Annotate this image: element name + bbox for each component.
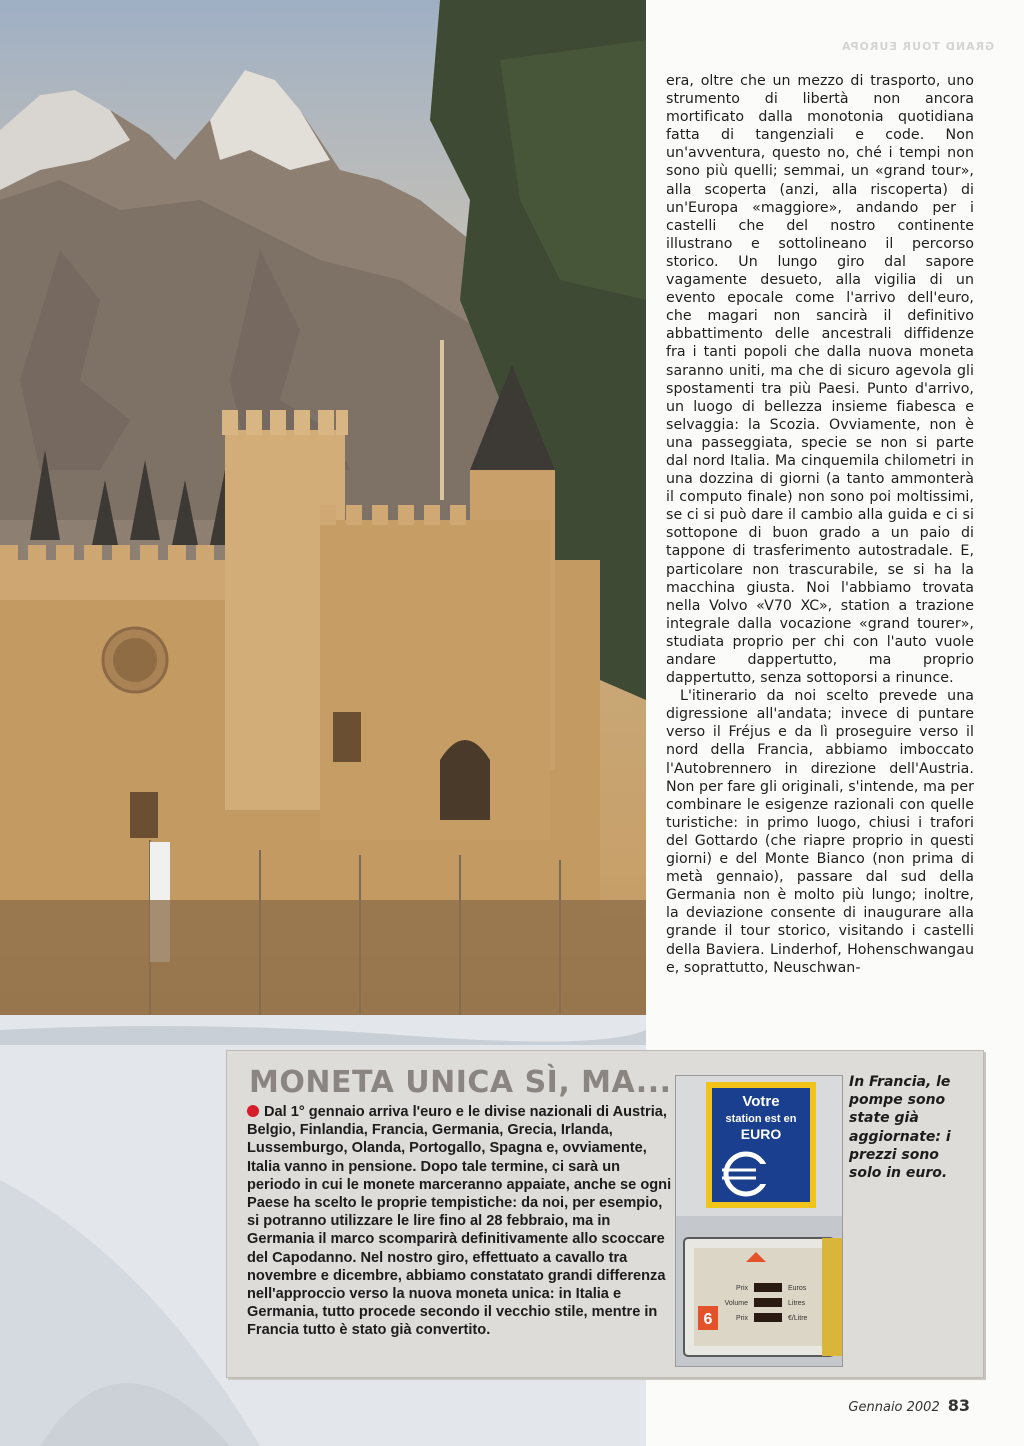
- issue-date: Gennaio 2002: [848, 1400, 940, 1415]
- sidebar-title: MONETA UNICA SÌ, MA...: [249, 1065, 672, 1100]
- sign-line-1: Votre: [742, 1093, 780, 1110]
- pump-label-2: Volume: [724, 1300, 748, 1307]
- pump-unit-3: €/Litre: [788, 1315, 808, 1322]
- page-footer: [848, 1396, 970, 1415]
- pump-label-1: Prix: [735, 1285, 748, 1292]
- pump-number: 6: [703, 1311, 713, 1328]
- sidebar-text: Dal 1° gennaio arriva l'euro e le divise nazionali di Austria, Belgio, Finlandia, Francia, Germania, Grecia, Irlanda, Lussemburgo, Olanda, Portogallo, Spagna e, ovviamente, Italia vanno in pensione. Dopo tale termine, ci sarà un periodo in cui le monete marceranno appaiate, anche se ogni Paese ha scelto le proprie tempistiche: da noi, per esempio, si potranno utilizzare le lire fino al 28 febbraio, ma in Germania il marco scomparirà definitivamente allo scoccare del Capodanno. Nel nostro giro, effettuato a cavallo tra novembre e dicembre, abbiamo constatato grandi differenza nell'approccio verso la nuova moneta unica: in Italia e Germania, tutto procede secondo il vecchio stile, mentre in Francia tutto è stato già convertito.: [247, 1104, 672, 1339]
- sidebar-text-block: [247, 1103, 672, 1340]
- photo-caption: In Francia, le pompe sono state già aggiornate: i prezzi sono solo in euro.: [849, 1074, 951, 1182]
- gas-station-photo: [676, 1076, 842, 1366]
- bullet-icon: [247, 1105, 259, 1117]
- pump-unit-2: Litres: [788, 1300, 806, 1307]
- sign-line-2: station est en: [725, 1113, 797, 1125]
- pump-label-3: Prix: [735, 1315, 748, 1322]
- sidebar-photo: [675, 1075, 843, 1367]
- page-number: 83: [947, 1396, 970, 1415]
- article-paragraph: era, oltre che un mezzo di trasporto, uno strumento di libertà non ancora mortificato dalla monotonia quotidiana fatta di tangenziali e code. Non un'avventura, questo no, ché i tempi non sono più quelli; semmai, un «grand tour», alla scoperta (anzi, alla riscoperta) di un'Europa «maggiore», andando per i castelli che del nostro continente illustrano e sottolineano il percorso storico. Un lungo giro dal sapore vagamente desueto, alla vigilia di un evento epocale come l'arrivo dell'euro, che magari non sancirà il definitivo abbattimento delle ancestrali diffidenze fra i tanti popoli che dalla nuova moneta saranno uniti, ma che di sicuro agevola gli spostamenti tra più Paesi. Punto d'arrivo, un luogo di bellezza insieme fiabesca e selvaggia: la Scozia. Ovviamente, non è una passeggiata, specie se non si parte dal nord Italia. Ma cinquemila chilometri in una dozzina di giorni (a tanto ammonterà il computo finale) non sono poi moltissimi, se ci si può dare il cambio alla guida e ci si sottopone di buon grado a un paio di tappone di trasferimento autostradale. E, particolare non trascurabile, se si ha la macchina giusta. Noi l'abbiamo trovata nella Volvo «V70 XC», station a trazione integrale dalla vocazione «grand tourer», studiata proprio per chi con l'auto vuole andare dappertutto, ma proprio dappertutto, senza sottoporsi a rinunce.: [666, 73, 974, 687]
- article-paragraph: L'itinerario da noi scelto prevede una digressione all'andata; invece di puntare verso il Fréjus e da lì proseguire verso il nord della Francia, abbiamo imboccato l'Autobrennero in direzione dell'Austria. Non per fare gli originali, s'intende, ma per combinare le esigenze razionali con quelle turistiche: in primo luogo, chiusi i trafori del Gottardo (che riapre proprio in questi giorni) e del Monte Bianco (non prima di metà gennaio), passare dal sud della Germania non è molto più lungo; inoltre, la deviazione consente di inaugurare alla grande il tour storico, visitando i castelli della Baviera. Linderhof, Hohenschwangau e, soprattutto, Neuschwan-: [666, 688, 974, 976]
- sidebar-box: [226, 1050, 984, 1378]
- article-body: [666, 72, 974, 977]
- running-title: GRAND TOUR EUROPA: [840, 40, 994, 53]
- sign-line-3: EURO: [740, 1126, 782, 1142]
- pump-unit-1: Euros: [788, 1285, 807, 1292]
